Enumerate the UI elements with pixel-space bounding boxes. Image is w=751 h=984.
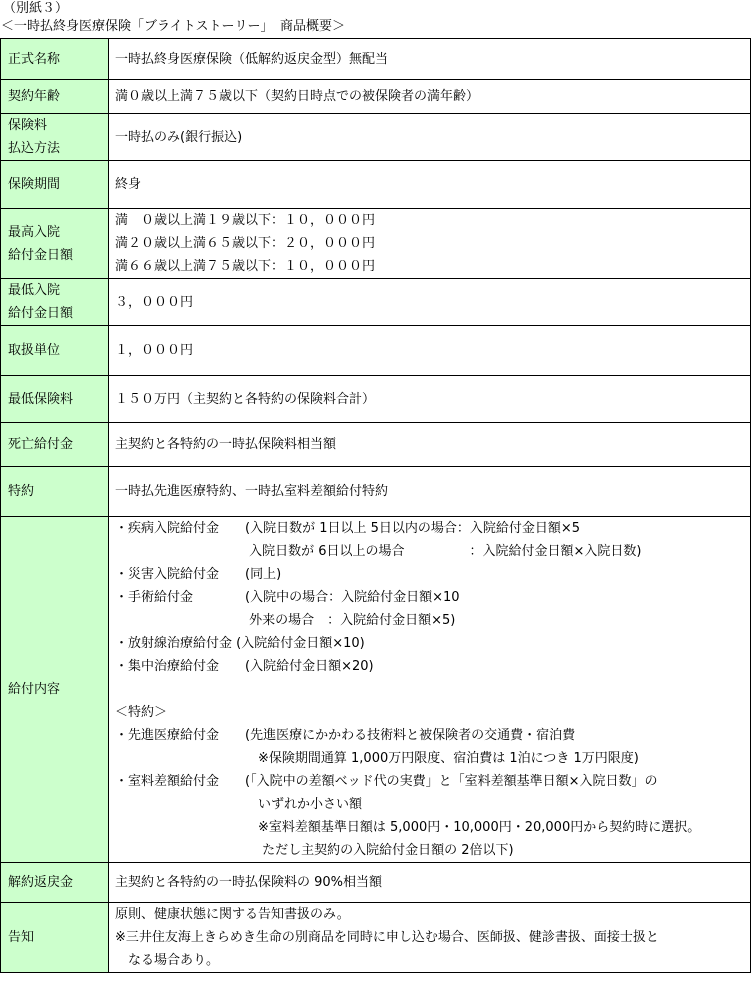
value-line: 満 ０歳以上満１９歳以下：１０，０００円	[115, 213, 376, 228]
document-title: ＜一時払終身医療保険「ブライトストーリー」 商品概要＞	[1, 19, 345, 34]
label-line: 最低入院	[8, 283, 61, 298]
row-surrender-value	[1, 863, 751, 903]
value-line: ・室料差額給付金 (「入院中の差額ベッド代の実費」と「室料差額基準日額×入院日数」の	[115, 774, 658, 789]
value-insurance-period	[109, 161, 751, 209]
label-surrender-value	[1, 863, 109, 903]
label-line: 払込方法	[8, 141, 61, 156]
value-line: １５０万円（主契約と各特約の保険料合計）	[115, 391, 376, 407]
value-max-daily-benefit	[109, 209, 751, 279]
value-line: 終身	[115, 177, 142, 192]
label-line: 死亡給付金	[8, 437, 74, 452]
label-unit	[1, 326, 109, 376]
label-line: 保険料	[8, 118, 48, 133]
value-disclosure	[109, 903, 751, 973]
label-death-benefit	[1, 423, 109, 467]
label-payment-method	[1, 114, 109, 161]
label-min-daily-benefit	[1, 279, 109, 326]
value-line: ・放射線治療給付金 (入院給付金日額×10)	[115, 636, 365, 651]
value-line: 一時払終身医療保険（低解約返戻金型）無配当	[115, 51, 389, 67]
value-line: ※保険期間通算 1,000万円限度、宿泊費は 1泊につき 1万円限度)	[115, 751, 639, 766]
value-line: ＜特約＞	[115, 705, 168, 720]
row-disclosure	[1, 903, 751, 973]
row-insurance-period	[1, 161, 751, 209]
value-line: 満２０歳以上満６５歳以下：２０，０００円	[115, 236, 376, 251]
value-min-premium	[109, 376, 751, 423]
value-line: ただし主契約の入院給付金日額の 2倍以下)	[115, 843, 514, 858]
value-line: １，０００円	[115, 343, 194, 358]
value-line: なる場合あり。	[115, 953, 220, 968]
row-payment-method	[1, 114, 751, 161]
label-line: 契約年齢	[8, 89, 61, 104]
value-line: ・災害入院給付金 (同上)	[115, 567, 282, 582]
label-max-daily-benefit	[1, 209, 109, 279]
value-line: 原則、健康状態に関する告知書扱のみ。	[115, 907, 350, 922]
label-line: 告知	[8, 930, 35, 945]
label-line: 正式名称	[8, 51, 61, 67]
value-death-benefit	[109, 423, 751, 467]
value-line: 満０歳以上満７５歳以下（契約日時点での被保険者の満年齢）	[115, 89, 480, 104]
label-line: 取扱単位	[8, 343, 61, 358]
value-line: 主契約と各特約の一時払保険料の 90%相当額	[115, 875, 383, 890]
label-insurance-period	[1, 161, 109, 209]
row-death-benefit	[1, 423, 751, 467]
value-line: 入院日数が 6日以上の場合 ：入院給付金日額×入院日数)	[115, 544, 642, 559]
value-line: ※三井住友海上きらめき生命の別商品を同時に申し込む場合、医師扱、健診書扱、面接士扱と	[115, 930, 659, 945]
value-benefit-content	[109, 517, 751, 863]
value-riders	[109, 467, 751, 517]
label-line: 給付金日額	[8, 306, 74, 321]
attachment-label: （別紙３）	[3, 1, 69, 16]
value-line: ３，０００円	[115, 294, 194, 310]
value-unit	[109, 326, 751, 376]
row-contract-age	[1, 80, 751, 114]
value-contract-age	[109, 80, 751, 114]
value-line: ※室料差額基準日額は 5,000円・10,000円・20,000円から契約時に選択。	[115, 820, 701, 835]
label-benefit-content	[1, 517, 109, 863]
value-line: 一時払のみ(銀行振込)	[115, 129, 243, 145]
label-line: 特約	[8, 484, 35, 499]
document-header	[0, 0, 751, 38]
value-line: ・疾病入院給付金 (入院日数が 1日以上 5日以内の場合：入院給付金日額×5	[115, 521, 581, 536]
label-riders	[1, 467, 109, 517]
value-line	[115, 678, 750, 701]
value-min-daily-benefit	[109, 279, 751, 326]
label-contract-age	[1, 80, 109, 114]
value-surrender-value	[109, 863, 751, 903]
label-official-name	[1, 39, 109, 80]
label-line: 保険期間	[8, 177, 61, 192]
row-max-daily-benefit	[1, 209, 751, 279]
value-line: 外来の場合 ：入院給付金日額×5)	[115, 613, 456, 628]
value-line: 満６６歳以上満７５歳以下：１０，０００円	[115, 259, 376, 274]
row-min-daily-benefit	[1, 279, 751, 326]
label-disclosure	[1, 903, 109, 973]
value-line: いずれか小さい額	[115, 797, 363, 812]
label-line: 給付金日額	[8, 247, 74, 263]
row-riders	[1, 467, 751, 517]
value-line: 一時払先進医療特約、一時払室料差額給付特約	[115, 484, 389, 499]
label-min-premium	[1, 376, 109, 423]
label-line: 最低保険料	[8, 391, 74, 407]
row-benefit-content	[1, 517, 751, 863]
value-line: ・集中治療給付金 (入院給付金日額×20)	[115, 659, 374, 674]
row-unit	[1, 326, 751, 376]
label-line: 最高入院	[8, 224, 61, 240]
row-min-premium	[1, 376, 751, 423]
value-line: ・先進医療給付金 (先進医療にかかわる技術料と被保険者の交通費・宿泊費	[115, 728, 576, 743]
value-official-name	[109, 39, 751, 80]
value-payment-method	[109, 114, 751, 161]
product-summary-table	[0, 38, 751, 973]
product-summary-body	[1, 39, 751, 973]
label-line: 解約返戻金	[8, 875, 74, 890]
value-line: ・手術給付金 (入院中の場合：入院給付金日額×10	[115, 590, 460, 605]
row-official-name	[1, 39, 751, 80]
label-line: 給付内容	[8, 682, 61, 697]
value-line: 主契約と各特約の一時払保険料相当額	[115, 437, 337, 452]
